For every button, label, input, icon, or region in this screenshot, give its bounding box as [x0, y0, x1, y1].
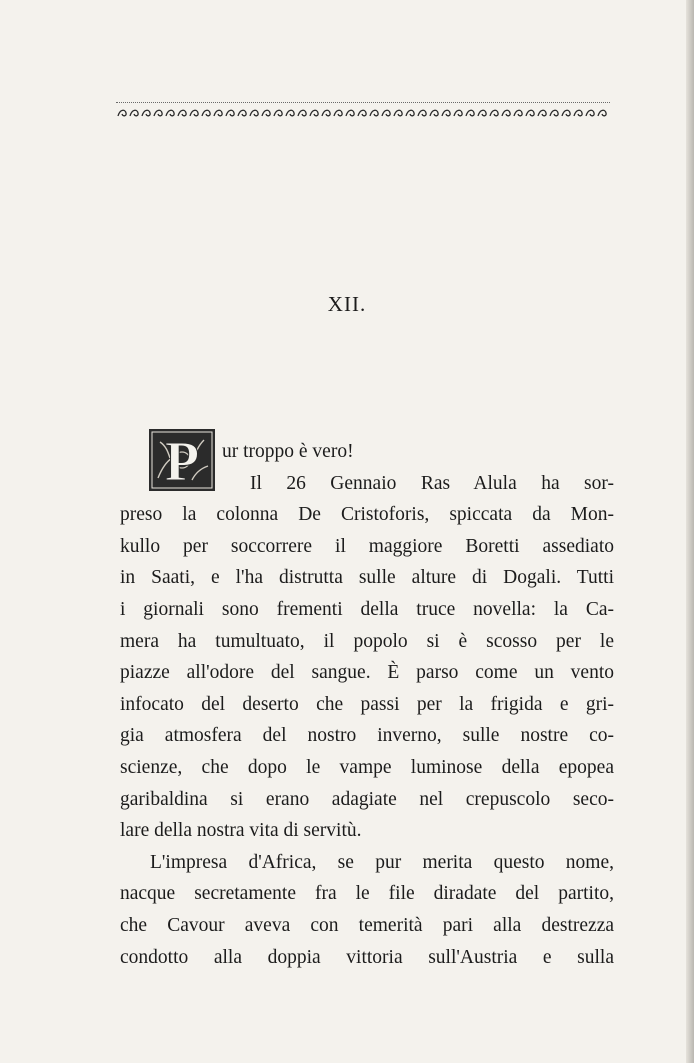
text-line: scienze, che dopo le vampe luminose della epopea [120, 756, 614, 778]
text-line: ur troppo è vero! [222, 441, 354, 462]
text-line: Il 26 Gennaio Ras Alula ha sor- [250, 472, 614, 494]
body-text [120, 436, 614, 973]
scroll-motif [322, 110, 330, 116]
scroll-motif [478, 110, 486, 116]
page-edge-shadow [686, 0, 694, 1063]
scroll-motif [226, 110, 234, 116]
scroll-motif [334, 110, 342, 116]
text-line: che Cavour aveva con temerità pari alla destrezza [120, 914, 614, 936]
scroll-motif [514, 110, 522, 116]
scroll-motif [166, 110, 174, 116]
text-line: kullo per soccorrere il maggiore Boretti assediato [120, 535, 614, 557]
text-line: in Saati, e l'ha distrutta sulle alture di Dogali. Tutti [120, 567, 614, 589]
scroll-motif [178, 110, 186, 116]
scroll-motif [526, 110, 534, 116]
dotted-rule [116, 102, 610, 103]
dropcap-letter: P [164, 431, 200, 492]
scroll-motif [190, 110, 198, 116]
scroll-motif [262, 110, 270, 116]
header-ornament [116, 100, 610, 120]
text-line: garibaldina si erano adagiate nel crepuscolo seco- [120, 788, 614, 810]
scroll-motif [550, 110, 558, 116]
scroll-motif [562, 110, 570, 116]
scroll-motif [154, 110, 162, 116]
scroll-motif [406, 110, 414, 116]
text-line: piazze all'odore del sangue. È parso come un vento [120, 662, 614, 684]
text-line: nacque secretamente fra le file diradate del partito, [120, 883, 614, 905]
scroll-motif [346, 110, 354, 116]
scroll-motif [118, 110, 126, 116]
scroll-motif [310, 110, 318, 116]
scroll-motif [574, 110, 582, 116]
scroll-motif [286, 110, 294, 116]
scroll-motif [382, 110, 390, 116]
text-line: i giornali sono frementi della truce novella: la Ca- [120, 598, 614, 620]
scroll-motif [238, 110, 246, 116]
scroll-motif [202, 110, 210, 116]
scroll-motif [490, 110, 498, 116]
text-line: lare della nostra vita di servitù. [120, 820, 362, 842]
scroll-motif [250, 110, 258, 116]
scroll-motif [214, 110, 222, 116]
scroll-motif [538, 110, 546, 116]
scroll-motif [430, 110, 438, 116]
scroll-motif [442, 110, 450, 116]
text-line: L'impresa d'Africa, se pur merita questo nome, [150, 851, 614, 873]
text-line: mera ha tumultuato, il popolo si è scosso per le [120, 630, 614, 652]
scroll-motif [418, 110, 426, 116]
text-line: preso la colonna De Cristoforis, spiccata da Mon- [120, 504, 614, 526]
scroll-motif [394, 110, 402, 116]
scroll-ornament-band [116, 108, 610, 118]
chapter-number: XII. [327, 292, 367, 316]
scroll-motif [298, 110, 306, 116]
paragraph [120, 847, 614, 973]
scroll-motif [130, 110, 138, 116]
scroll-motif [502, 110, 510, 116]
paragraph [120, 436, 614, 847]
scroll-motif [454, 110, 462, 116]
text-line: gia atmosfera del nostro inverno, sulle nostre co- [120, 725, 614, 747]
text-line: infocato del deserto che passi per la frigida e gri- [120, 693, 614, 715]
scroll-motif [142, 110, 150, 116]
scroll-motif [358, 110, 366, 116]
scroll-motif [370, 110, 378, 116]
scroll-motif [598, 110, 606, 116]
scroll-motif [466, 110, 474, 116]
scroll-motif [274, 110, 282, 116]
text-line: condotto alla doppia vittoria sull'Austria e sulla [120, 946, 614, 968]
scroll-motif [586, 110, 594, 116]
